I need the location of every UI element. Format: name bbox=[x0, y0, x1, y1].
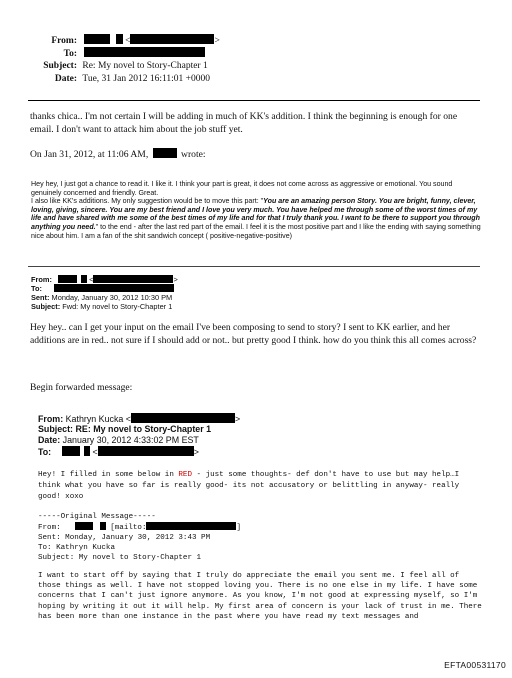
quoted-para-1: Hey hey, I just got a chance to read it. I like it. I think your part is great, it does not come across as aggressive or emotional. You sound genuinely concerned and friendly. Great. bbox=[31, 180, 453, 197]
fwd-from-row bbox=[31, 275, 178, 284]
kk-body-start: Hey! I filled in some below in bbox=[38, 471, 179, 479]
redaction bbox=[58, 275, 77, 283]
fwd-sent-value: Monday, January 30, 2012 10:30 PM bbox=[51, 293, 173, 302]
redaction bbox=[100, 522, 106, 530]
kk-date-label: Date: bbox=[38, 435, 61, 445]
original-mailto: [mailto: bbox=[110, 524, 147, 532]
quote-intro-wrote: wrote: bbox=[181, 149, 206, 160]
original-subject: Subject: My novel to Story-Chapter 1 bbox=[38, 554, 202, 562]
quoted-para-2-end: " to the end - after the last red part of the email. I feel it is the most positive part and I like the ending with saying something nice about him. I am a fan of the shit sandwich concept ( positive-negative-positive) bbox=[31, 222, 481, 240]
redaction bbox=[98, 446, 194, 456]
bracket-close: ] bbox=[236, 524, 242, 532]
date-value: Tue, 31 Jan 2012 16:11:01 +0000 bbox=[82, 74, 211, 84]
angle-close: > bbox=[214, 36, 220, 46]
reply-text: thanks chica.. I'm not certain I will be adding in much of KK's addition. I think the beginning is enough for one email. I don't want to attack him about the job stuff yet. bbox=[30, 111, 458, 135]
from-row bbox=[30, 34, 220, 47]
subject-row bbox=[30, 60, 208, 72]
redaction bbox=[62, 446, 80, 456]
quote-intro-date: On Jan 31, 2012, at 11:06 AM, bbox=[30, 149, 149, 160]
redaction bbox=[116, 34, 123, 44]
quoted-para-2-start: I also like KK's additions. My only suggestion would be to move this part: " bbox=[31, 197, 264, 206]
redaction bbox=[93, 275, 173, 283]
original-to: To: Kathryn Kucka bbox=[38, 544, 115, 552]
fwd-sent-row bbox=[31, 293, 172, 302]
fwd-body-text: Hey hey.. can I get your input on the email I've been composing to send to story? I sent to KK earlier, and her additions are in red.. not sure if I should add or not.. but pretty good I think. how do you think this all comes across? bbox=[30, 322, 477, 346]
fwd-subject-value: Fwd: My novel to Story-Chapter 1 bbox=[62, 302, 173, 311]
fwd-sent-label: Sent: bbox=[31, 293, 50, 302]
original-from-row bbox=[38, 522, 241, 533]
subject-value: Re: My novel to Story-Chapter 1 bbox=[82, 61, 208, 71]
redaction bbox=[153, 148, 177, 158]
fwd-subject-label: Subject: bbox=[31, 302, 61, 311]
kk-from-name: Kathryn Kucka < bbox=[65, 414, 131, 424]
to-row bbox=[30, 47, 205, 60]
quote-intro bbox=[30, 148, 206, 161]
fwd-from-label: From: bbox=[31, 275, 52, 284]
kk-date-value: January 30, 2012 4:33:02 PM EST bbox=[62, 435, 199, 445]
redaction bbox=[130, 34, 214, 44]
quoted-italic-passage: You are an amazing person Story. You are bright, funny, clever, loving, giving, sincere. You are my best friend and I love you very much. You have helped me through some of the worst times of my life and have shared with me some of the best times of my life and for that I truly thank you. I want to be there to support you through anything you need. bbox=[31, 197, 480, 231]
original-divider: -----Original Message----- bbox=[38, 513, 156, 521]
angle-close: > bbox=[193, 447, 199, 457]
kk-subject-row bbox=[38, 424, 211, 435]
kk-body-end: - just some thoughts- def don't have to use but may help…I think what you have so far is really good- its not accusatory or belittling in anyway- really good! xoxo bbox=[38, 471, 460, 501]
date-row bbox=[30, 73, 210, 85]
original-message bbox=[38, 512, 241, 563]
angle-close: > bbox=[173, 275, 178, 284]
redaction bbox=[146, 522, 236, 530]
quote-divider bbox=[28, 266, 480, 267]
fwd-to-row bbox=[31, 284, 174, 293]
date-label: Date: bbox=[54, 74, 77, 84]
redaction bbox=[81, 275, 87, 283]
redaction bbox=[75, 522, 93, 530]
header-divider bbox=[28, 100, 480, 101]
document-id: EFTA00531170 bbox=[444, 660, 506, 670]
kk-from-label: From: bbox=[38, 414, 64, 424]
quoted-message bbox=[31, 180, 481, 240]
kk-to-label: To: bbox=[38, 447, 52, 457]
quoted-para-2 bbox=[31, 197, 481, 240]
kk-date-row bbox=[38, 435, 199, 446]
redaction bbox=[84, 47, 205, 57]
redaction bbox=[84, 446, 90, 456]
redaction bbox=[131, 413, 235, 423]
redaction bbox=[84, 34, 110, 44]
kk-red-word: RED bbox=[178, 471, 192, 479]
redaction bbox=[54, 284, 174, 292]
subject-label: Subject: bbox=[43, 61, 77, 71]
final-paragraph: I want to start off by saying that I truly do appreciate the email you sent me. I feel all of those things as well. I have not stopped loving you. There is no one else in my life. I have some concerns that I can't just ignore anymore. As you know, I'm not good at expressing myself, so I'm hoping by writing it out it will help. My first area of concern is your lack of trust in me. There has been more than one instance in the past where you have read my text messages and bbox=[38, 572, 482, 621]
fwd-to-label: To: bbox=[31, 284, 42, 293]
angle-open: < bbox=[125, 36, 131, 46]
original-sent: Sent: Monday, January 30, 2012 3:43 PM bbox=[38, 534, 211, 542]
angle-open: < bbox=[92, 447, 98, 457]
original-from-label: From: bbox=[38, 524, 61, 532]
to-label: To: bbox=[63, 49, 77, 59]
angle-close: > bbox=[235, 414, 241, 424]
kk-subject-value: RE: My novel to Story-Chapter 1 bbox=[75, 424, 212, 434]
begin-forwarded: Begin forwarded message: bbox=[30, 382, 133, 393]
kk-body bbox=[38, 470, 484, 503]
kk-subject-label: Subject: bbox=[38, 424, 74, 434]
from-label: From: bbox=[51, 36, 77, 46]
fwd-subject-row bbox=[31, 302, 172, 311]
kk-to-row bbox=[38, 446, 199, 458]
angle-open: < bbox=[89, 275, 94, 284]
